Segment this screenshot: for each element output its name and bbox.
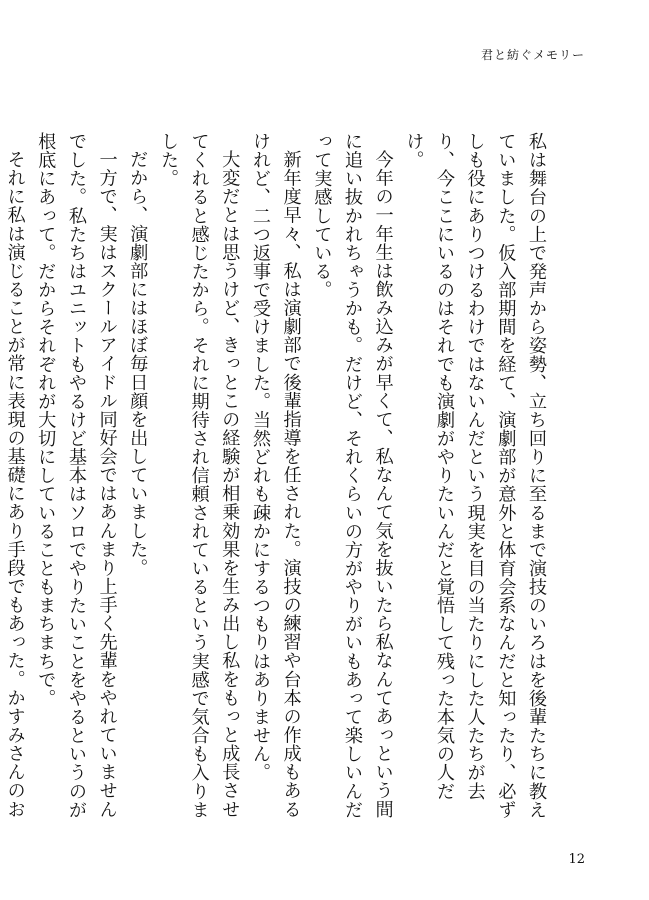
paragraph: 一方で、実はスクールアイドル同好会ではあんまり上手く先輩をやれていませんでした。私たちはユニットもやるけど基本はソロでやりたいことをやるというのが根底にあって。だからそれぞれが大切にしていることもまちまちで。 [35, 132, 118, 819]
paragraph: 新年度早々、私は演劇部で後輩指導を任された。演技の練習や台本の作成もあるけれど、二つ返事で受けました。当然どれも疎かにするつもりはありません。 [249, 132, 302, 819]
paragraph: それに私は演じることが常に表現の基礎にあり手段でもあった。かすみさんのお [4, 150, 26, 819]
paragraph: だから、演劇部にはほぼ毎日顔を出していました。 [127, 150, 149, 578]
paragraph: 大変だとは思うけど、きっとこの経験が相乗効果を生み出し私をもっと成長させてくれると感じたから。それに期待され信頼されているという実感で気合も入りました。 [157, 132, 241, 819]
paragraph: 私は舞台の上で発声から姿勢、立ち回りに至るまで演技のいろはを後輩たちに教えていました。仮入部期間を経て、演劇部が意外と体育会系なんだと知ったり、必ずしも役にありつけるわけではないんだという現実を目の当たりにした人たちが去り、今ここにいるのはそれでも演劇がやりたいんだと覚悟して残った本気の人だけ。 [403, 132, 547, 819]
paragraph: 今年の一年生は飲み込みが早くて、私なんて気を抜いたら私なんてあっという間に追い抜かれちゃうかも。だけど、それくらいの方がやりがいもあって楽しいんだって実感している。 [311, 132, 394, 819]
body-text [4, 132, 551, 832]
page-number: 12 [568, 852, 585, 867]
running-title: 君と紡ぐメモリー [480, 48, 585, 62]
